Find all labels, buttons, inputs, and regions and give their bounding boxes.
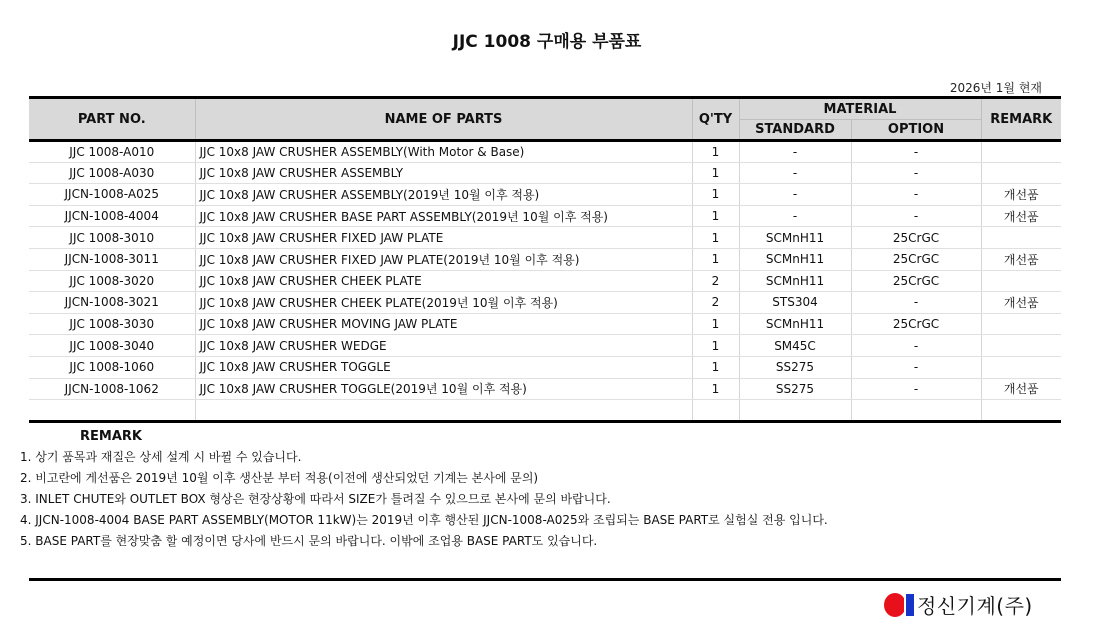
header-remark: REMARK bbox=[981, 98, 1061, 141]
cell-empty bbox=[851, 400, 981, 422]
table-row bbox=[29, 378, 1061, 400]
cell-standard: SCMnH11 bbox=[739, 248, 851, 270]
cell-remark: 개선품 bbox=[981, 378, 1061, 400]
cell-empty bbox=[29, 400, 195, 422]
cell-remark: 개선품 bbox=[981, 248, 1061, 270]
cell-remark bbox=[981, 141, 1061, 163]
cell-qty: 1 bbox=[692, 248, 739, 270]
cell-part-no: JJCN-1008-1062 bbox=[29, 378, 195, 400]
cell-empty bbox=[739, 400, 851, 422]
bottom-divider bbox=[29, 578, 1061, 581]
cell-remark: 개선품 bbox=[981, 184, 1061, 206]
remark-note: 4. JJCN-1008-4004 BASE PART ASSEMBLY(MOTOR 11kW)는 2019년 이후 행산된 JJCN-1008-A025와 조립되는 BASE PART로 실험실 전용 입니다. bbox=[20, 513, 828, 527]
header-part-no: PART NO. bbox=[29, 98, 195, 141]
table-row bbox=[29, 248, 1061, 270]
table-row bbox=[29, 292, 1061, 314]
cell-qty: 1 bbox=[692, 313, 739, 335]
cell-remark: 개선품 bbox=[981, 205, 1061, 227]
cell-remark: 개선품 bbox=[981, 292, 1061, 314]
cell-name: JJC 10x8 JAW CRUSHER ASSEMBLY(With Motor & Base) bbox=[195, 141, 692, 163]
cell-qty: 1 bbox=[692, 184, 739, 206]
cell-standard: SS275 bbox=[739, 378, 851, 400]
cell-name: JJC 10x8 JAW CRUSHER WEDGE bbox=[195, 335, 692, 357]
header-material: MATERIAL bbox=[739, 98, 981, 120]
remarks-section bbox=[20, 429, 828, 552]
cell-option: 25CrGC bbox=[851, 227, 981, 249]
cell-option: - bbox=[851, 292, 981, 314]
company-name: 정신기계(주) bbox=[917, 594, 1033, 618]
remark-note: 3. INLET CHUTE와 OUTLET BOX 형상은 현장상황에 따라서 SIZE가 틀려질 수 있으므로 본사에 문의 바랍니다. bbox=[20, 492, 611, 506]
cell-qty: 1 bbox=[692, 356, 739, 378]
cell-remark bbox=[981, 270, 1061, 292]
cell-empty bbox=[195, 400, 692, 422]
header-option: OPTION bbox=[851, 120, 981, 141]
as-of-date: 2026년 1월 현재 bbox=[949, 81, 1042, 95]
table-row bbox=[29, 184, 1061, 206]
table-row-empty bbox=[29, 400, 1061, 422]
cell-option: - bbox=[851, 184, 981, 206]
remark-note: 5. BASE PART를 현장맞춤 할 예정이면 당사에 반드시 문의 바랍니다. 이밖에 조업용 BASE PART도 있습니다. bbox=[20, 534, 598, 548]
cell-part-no: JJC 1008-A030 bbox=[29, 162, 195, 184]
cell-name: JJC 10x8 JAW CRUSHER TOGGLE(2019년 10월 이후 적용) bbox=[195, 378, 692, 400]
cell-option: 25CrGC bbox=[851, 270, 981, 292]
cell-standard: - bbox=[739, 162, 851, 184]
remarks-title: REMARK bbox=[80, 429, 142, 444]
cell-name: JJC 10x8 JAW CRUSHER CHEEK PLATE(2019년 10월 이후 적용) bbox=[195, 292, 692, 314]
cell-qty: 1 bbox=[692, 335, 739, 357]
cell-part-no: JJCN-1008-3011 bbox=[29, 248, 195, 270]
cell-empty bbox=[692, 400, 739, 422]
cell-standard: SCMnH11 bbox=[739, 227, 851, 249]
cell-empty bbox=[981, 400, 1061, 422]
cell-remark bbox=[981, 162, 1061, 184]
cell-part-no: JJCN-1008-3021 bbox=[29, 292, 195, 314]
cell-option: - bbox=[851, 141, 981, 163]
cell-qty: 1 bbox=[692, 141, 739, 163]
cell-name: JJC 10x8 JAW CRUSHER FIXED JAW PLATE(2019년 10월 이후 적용) bbox=[195, 248, 692, 270]
cell-remark bbox=[981, 356, 1061, 378]
cell-name: JJC 10x8 JAW CRUSHER BASE PART ASSEMBLY(2019년 10월 이후 적용) bbox=[195, 205, 692, 227]
cell-name: JJC 10x8 JAW CRUSHER FIXED JAW PLATE bbox=[195, 227, 692, 249]
cell-standard: SS275 bbox=[739, 356, 851, 378]
cell-option: - bbox=[851, 335, 981, 357]
table-row bbox=[29, 162, 1061, 184]
cell-qty: 1 bbox=[692, 227, 739, 249]
cell-qty: 1 bbox=[692, 162, 739, 184]
table-row bbox=[29, 205, 1061, 227]
cell-name: JJC 10x8 JAW CRUSHER CHEEK PLATE bbox=[195, 270, 692, 292]
cell-qty: 1 bbox=[692, 205, 739, 227]
company-logo bbox=[884, 590, 1033, 619]
cell-standard: - bbox=[739, 205, 851, 227]
document-title: JJC 1008 구매용 부품표 bbox=[452, 32, 642, 52]
cell-qty: 2 bbox=[692, 292, 739, 314]
cell-option: 25CrGC bbox=[851, 248, 981, 270]
cell-part-no: JJCN-1008-A025 bbox=[29, 184, 195, 206]
cell-part-no: JJC 1008-3010 bbox=[29, 227, 195, 249]
cell-standard: - bbox=[739, 141, 851, 163]
cell-option: - bbox=[851, 356, 981, 378]
table-row bbox=[29, 335, 1061, 357]
cell-name: JJC 10x8 JAW CRUSHER ASSEMBLY bbox=[195, 162, 692, 184]
table-row bbox=[29, 227, 1061, 249]
header-name-of-parts: NAME OF PARTS bbox=[195, 98, 692, 141]
remark-note: 1. 상기 품목과 재질은 상세 설계 시 바뀔 수 있습니다. bbox=[20, 450, 302, 464]
table-row bbox=[29, 356, 1061, 378]
cell-standard: SCMnH11 bbox=[739, 270, 851, 292]
cell-standard: SM45C bbox=[739, 335, 851, 357]
header-qty: Q'TY bbox=[692, 98, 739, 141]
cell-name: JJC 10x8 JAW CRUSHER ASSEMBLY(2019년 10월 이후 적용) bbox=[195, 184, 692, 206]
cell-standard: - bbox=[739, 184, 851, 206]
table-header bbox=[29, 98, 1061, 141]
header-standard: STANDARD bbox=[739, 120, 851, 141]
cell-remark bbox=[981, 335, 1061, 357]
cell-part-no: JJC 1008-3030 bbox=[29, 313, 195, 335]
cell-part-no: JJC 1008-1060 bbox=[29, 356, 195, 378]
cell-option: - bbox=[851, 162, 981, 184]
blue-bar-icon bbox=[904, 594, 914, 616]
cell-qty: 1 bbox=[692, 378, 739, 400]
red-circle-icon bbox=[884, 593, 906, 617]
cell-name: JJC 10x8 JAW CRUSHER MOVING JAW PLATE bbox=[195, 313, 692, 335]
cell-name: JJC 10x8 JAW CRUSHER TOGGLE bbox=[195, 356, 692, 378]
table-row bbox=[29, 313, 1061, 335]
table-row bbox=[29, 141, 1061, 163]
parts-table bbox=[29, 96, 1061, 423]
cell-standard: SCMnH11 bbox=[739, 313, 851, 335]
cell-part-no: JJC 1008-3020 bbox=[29, 270, 195, 292]
cell-part-no: JJCN-1008-4004 bbox=[29, 205, 195, 227]
company-logo-icon bbox=[884, 593, 914, 617]
cell-part-no: JJC 1008-A010 bbox=[29, 141, 195, 163]
cell-option: 25CrGC bbox=[851, 313, 981, 335]
cell-option: - bbox=[851, 378, 981, 400]
cell-option: - bbox=[851, 205, 981, 227]
cell-remark bbox=[981, 227, 1061, 249]
remark-note: 2. 비고란에 게선품은 2019년 10월 이후 생산분 부터 적용(이전에 생산되었던 기계는 본사에 문의) bbox=[20, 471, 539, 485]
cell-standard: STS304 bbox=[739, 292, 851, 314]
cell-qty: 2 bbox=[692, 270, 739, 292]
cell-part-no: JJC 1008-3040 bbox=[29, 335, 195, 357]
cell-remark bbox=[981, 313, 1061, 335]
table-row bbox=[29, 270, 1061, 292]
table-body bbox=[29, 141, 1061, 422]
